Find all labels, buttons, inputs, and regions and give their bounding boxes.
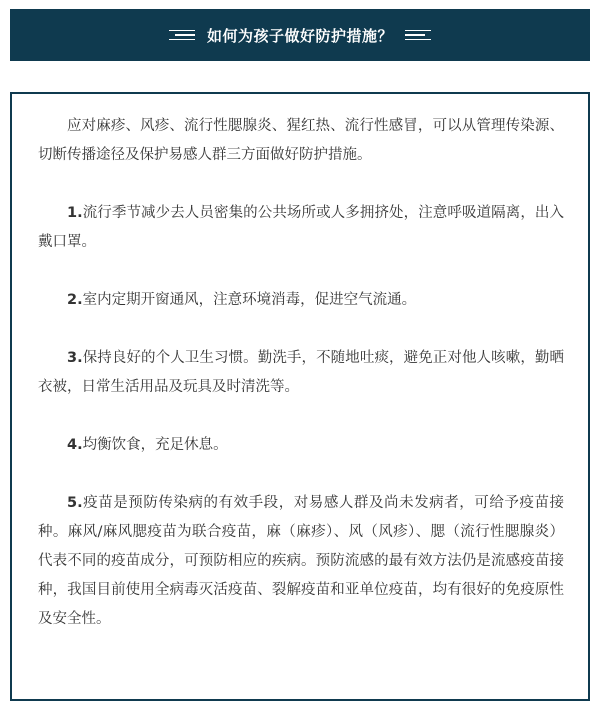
content-box (10, 92, 590, 701)
item-number: 2. (67, 292, 83, 308)
decorative-lines-right-icon (405, 28, 431, 42)
decorative-lines-left-icon (169, 28, 195, 42)
header-banner (10, 9, 590, 61)
intro-paragraph: 应对麻疹、风疹、流行性腮腺炎、猩红热、流行性感冒，可以从管理传染源、切断传播途径及保护易感人群三方面做好防护措施。 (38, 118, 564, 163)
measure-item-1 (38, 199, 564, 257)
item-number: 5. (67, 495, 83, 511)
article-body (38, 112, 564, 634)
item-text: 流行季节减少去人员密集的公共场所或人多拥挤处，注意呼吸道隔离，出入戴口罩。 (38, 205, 564, 250)
item-text: 室内定期开窗通风，注意环境消毒，促进空气流通。 (82, 292, 417, 308)
item-number: 3. (67, 350, 83, 366)
item-number: 1. (67, 205, 83, 221)
measure-item-3 (38, 344, 564, 402)
item-text: 均衡饮食，充足休息。 (82, 437, 228, 453)
item-number: 4. (67, 437, 83, 453)
measure-item-2 (38, 286, 564, 315)
item-text: 保持良好的个人卫生习惯。勤洗手，不随地吐痰，避免正对他人咳嗽，勤晒衣被，日常生活用品及玩具及时清洗等。 (38, 350, 564, 395)
section-title: 如何为孩子做好防护措施？ (206, 26, 393, 45)
measure-item-4 (38, 431, 564, 460)
measure-item-5 (38, 489, 564, 634)
item-text: 疫苗是预防传染病的有效手段，对易感人群及尚未发病者，可给予疫苗接种。麻风/麻风腮疫苗为联合疫苗，麻（麻疹）、风（风疹）、腮（流行性腮腺炎）代表不同的疫苗成分，可预防相应的疾病。预防流感的最有效方法仍是流感疫苗接种，我国目前使用全病毒灭活疫苗、裂解疫苗和亚单位疫苗，均有很好的免疫原性及安全性。 (38, 495, 564, 627)
